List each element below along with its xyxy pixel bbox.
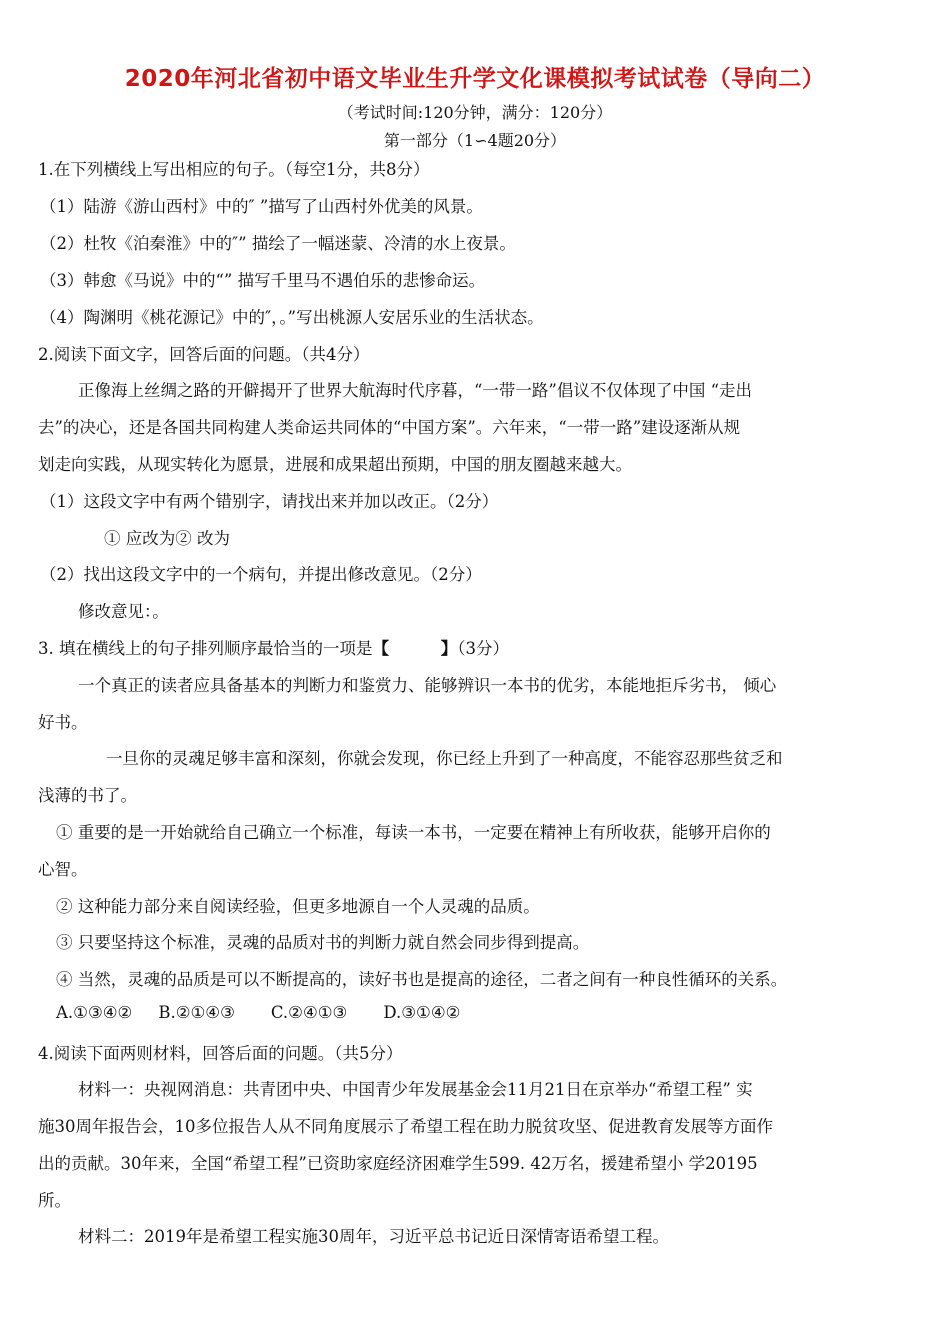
q1-item: （2）杜牧《泊秦淮》中的″” 描绘了一幅迷蒙、冷清的水上夜景。: [40, 234, 516, 253]
q4-stem: 4.阅读下面两则材料，回答后面的问题。（共5分）: [38, 1044, 403, 1063]
q3-stem-text: 3. 填在横线上的句子排列顺序最恰当的一项是: [38, 639, 373, 658]
q2-sub2-answer: 修改意见：。: [78, 602, 169, 621]
q2-passage-line: 去”的决心，还是各国共同构建人类命运共同体的“中国方案”。六年来，“一带一路”建设逐渐从规: [38, 418, 741, 437]
q1-stem: 1.在下列横线上写出相应的句子。（每空1分，共8分）: [38, 160, 430, 179]
q2-passage-line: 正像海上丝绸之路的开僻揭开了世界大航海时代序暮，“一带一路”倡议不仅体现了中国 “走出: [78, 381, 753, 400]
q3-score: （3分）: [457, 639, 509, 658]
q4-material1-line: 所。: [38, 1191, 71, 1210]
q4-material1-line: 施30周年报告会，10多位报告人从不同角度展示了希望工程在助力脱贫攻坚、促进教育发展等方面作: [38, 1117, 773, 1136]
q3-sentence: ② 这种能力部分来自阅读经验，但更多地源自一个人灵魂的品质。: [56, 897, 540, 916]
q3-stem: [38, 635, 509, 659]
q3-choices: [56, 1003, 486, 1022]
exam-title: 2020年河北省初中语文毕业生升学文化课模拟考试试卷（导向二）: [124, 66, 826, 92]
exam-subtitle: （考试时间:120分钟，满分：120分）: [337, 103, 613, 122]
q3-sentence: ④ 当然，灵魂的品质是可以不断提高的，读好书也是提高的途径，二者之间有一种良性循环的关系。: [56, 970, 788, 989]
q3-para2-line: 一旦你的灵魂足够丰富和深刻，你就会发现，你已经上升到了一种高度，不能容忍那些贫乏和: [106, 749, 783, 768]
q4-material1-line: 出的贡献。30年来，全国“希望工程”已资助家庭经济困难学生599. 42万名，援建希望小 学20195: [38, 1154, 758, 1173]
q3-sentence: 心智。: [38, 860, 88, 879]
choice-d: D.③①④②: [383, 1003, 461, 1022]
q1-item: （1）陆游《游山西村》中的″ ”描写了山西村外优美的风景。: [40, 197, 483, 216]
part-heading: 第一部分（1∽4题20分）: [383, 131, 567, 150]
q2-passage-line: 划走向实践，从现实转化为愿景，进展和成果超出预期，中国的朋友圈越来越大。: [38, 455, 632, 474]
q3-para2-line: 浅薄的书了。: [38, 786, 137, 805]
q1-item: （4）陶渊明《桃花源记》中的″，。”写出桃源人安居乐业的生活状态。: [40, 308, 544, 327]
choice-b: B.②①④③: [158, 1003, 235, 1022]
q4-material2: 材料二：2019年是希望工程实施30周年，习近平总书记近日深情寄语希望工程。: [78, 1227, 669, 1246]
q1-item: （3）韩愈《马说》中的“” 描写千里马不遇伯乐的悲惨命运。: [40, 271, 486, 290]
q3-para1-line: 好书。: [38, 713, 88, 732]
q2-sub1: （1）这段文字中有两个错别字，请找出来并加以改正。（2分）: [40, 492, 499, 511]
q2-sub2: （2）找出这段文字中的一个病句，并提出修改意见。（2分）: [40, 565, 482, 584]
choice-a: A.①③④②: [56, 1003, 133, 1022]
q2-sub1-answer: ① 应改为② 改为: [104, 529, 230, 548]
q3-para1-line: 一个真正的读者应具备基本的判断力和鉴赏力、能够辨识一本书的优劣，本能地拒斥劣书， 倾心: [78, 676, 777, 695]
choice-c: C.②④①③: [270, 1003, 348, 1022]
q3-sentence: ③ 只要坚持这个标准，灵魂的品质对书的判断力就自然会同步得到提高。: [56, 933, 590, 952]
q2-stem: 2.阅读下面文字，回答后面的问题。（共4分）: [38, 345, 370, 364]
q4-material1-line: 材料一：央视网消息：共青团中央、中国青少年发展基金会11月21日在京举办“希望工程” 实: [78, 1080, 753, 1099]
q3-answer-bracket: 【 】: [372, 639, 458, 658]
q3-sentence: ① 重要的是一开始就给自己确立一个标准，每读一本书，一定要在精神上有所收获，能够开启你的: [56, 823, 771, 842]
